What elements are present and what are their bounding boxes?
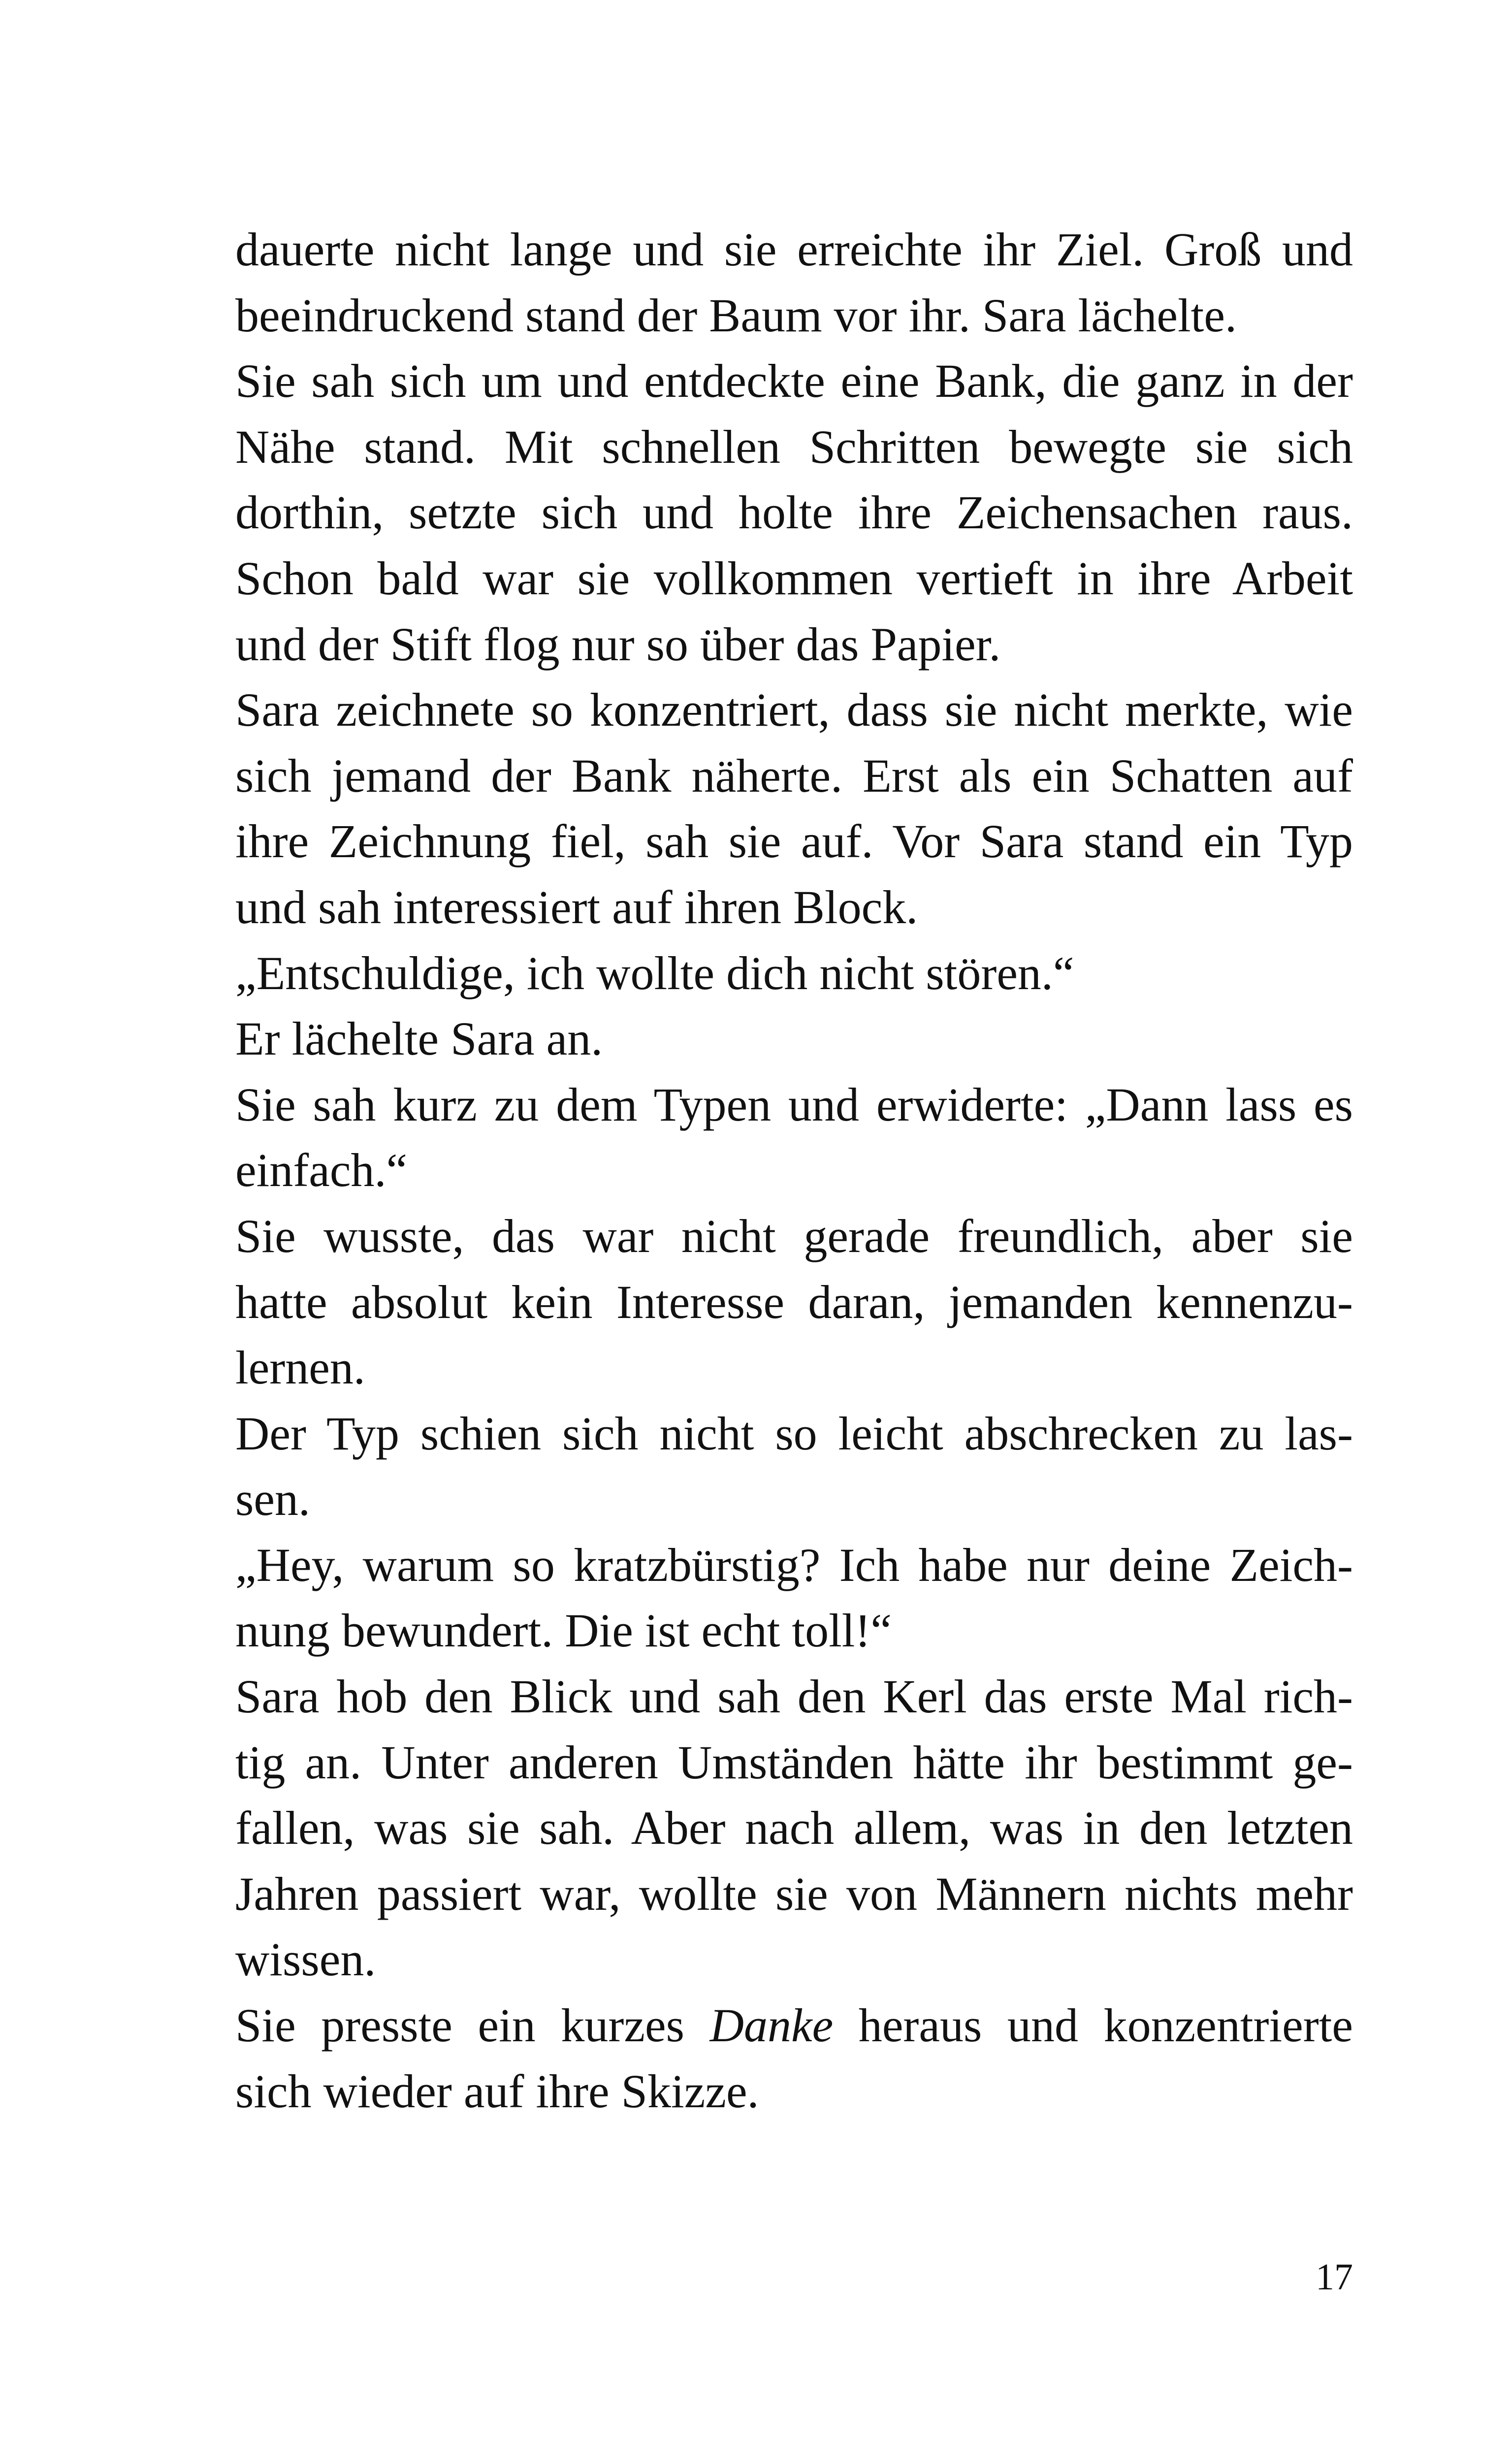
text-line: sich wieder auf ihre Skizze. [235, 2064, 759, 2118]
closing-line-after: heraus und konzentrierte [858, 1999, 1353, 2052]
text-line: lernen. [235, 1341, 365, 1394]
body-text [235, 217, 1353, 2124]
text-line: sich jemand der Bank näherte. Erst als ein Schatten auf [235, 749, 1353, 802]
text-line: und der Stift flog nur so über das Papier. [235, 617, 1001, 671]
text-line: Sie wusste, das war nicht gerade freundlich, aber sie [235, 1209, 1353, 1262]
text-line: fallen, was sie sah. Aber nach allem, was in den letzten [235, 1801, 1353, 1855]
text-line: tig an. Unter anderen Umständen hätte ihr bestimmt ge- [235, 1736, 1353, 1789]
text-line: Schon bald war sie vollkommen vertieft in ihre Arbeit [235, 551, 1353, 605]
text-line-with-emphasis [235, 1993, 1353, 2058]
text-line: beeindruckend stand der Baum vor ihr. Sara lächelte. [235, 289, 1237, 342]
text-line: Sara hob den Blick und sah den Kerl das erste Mal rich- [235, 1670, 1353, 1723]
text-line: dauerte nicht lange und sie erreichte ihr Ziel. Groß und [235, 223, 1353, 276]
text-line: sen. [235, 1473, 310, 1526]
text-line: „Entschuldige, ich wollte dich nicht stören.“ [235, 946, 1074, 999]
text-line: wissen. [235, 1933, 376, 1986]
text-line: Sie sah kurz zu dem Typen und erwiderte: „Dann lass es [235, 1078, 1353, 1131]
text-line: dorthin, setzte sich und holte ihre Zeichensachen raus. [235, 486, 1353, 539]
page-number: 17 [1316, 2256, 1353, 2298]
text-line: Sie sah sich um und entdeckte eine Bank, die ganz in der [235, 354, 1353, 408]
text-line: Der Typ schien sich nicht so leicht abschrecken zu las- [235, 1407, 1353, 1460]
text-line: Sara zeichnete so konzentriert, dass sie nicht merkte, wie [235, 683, 1353, 737]
text-line: nung bewundert. Die ist echt toll!“ [235, 1604, 892, 1657]
text-line: ihre Zeichnung fiel, sah sie auf. Vor Sara stand ein Typ [235, 815, 1353, 868]
text-line: hatte absolut kein Interesse daran, jemanden kennenzu- [235, 1275, 1353, 1328]
text-line: Nähe stand. Mit schnellen Schritten bewegte sie sich [235, 420, 1353, 473]
emphasized-word: Danke [709, 1999, 834, 2052]
text-line: Jahren passiert war, wollte sie von Männern nichts mehr [235, 1867, 1353, 1920]
text-line: Er lächelte Sara an. [235, 1012, 603, 1065]
closing-line-before: Sie presste ein kurzes [235, 1999, 684, 2052]
text-line: „Hey, warum so kratzbürstig? Ich habe nur deine Zeich- [235, 1538, 1353, 1591]
text-line: einfach.“ [235, 1144, 408, 1197]
text-line: und sah interessiert auf ihren Block. [235, 880, 918, 933]
